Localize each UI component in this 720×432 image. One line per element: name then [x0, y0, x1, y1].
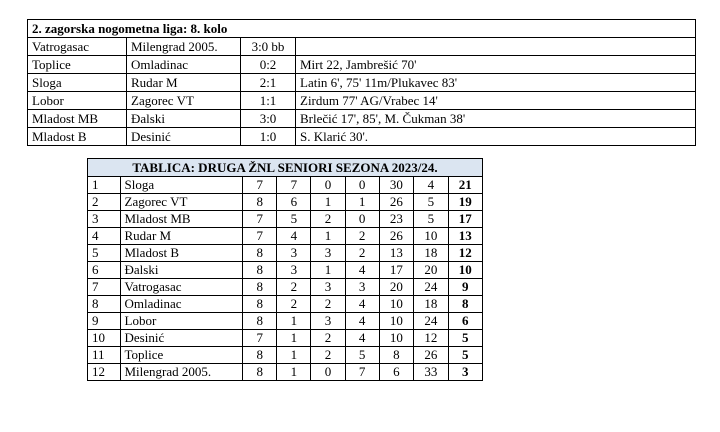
goal-scorers: Zirdum 77' AG/Vrabec 14': [296, 92, 696, 110]
standing-position: 9: [88, 313, 121, 330]
standing-position: 4: [88, 228, 121, 245]
results-row: [28, 92, 696, 110]
standings-row: [88, 364, 483, 381]
standing-points: 6: [448, 313, 482, 330]
standing-points: 8: [448, 296, 482, 313]
match-score: 3:0 bb: [241, 38, 296, 56]
match-score: 2:1: [241, 74, 296, 92]
results-header-row: [28, 20, 696, 38]
goal-scorers: Mirt 22, Jambrešić 70': [296, 56, 696, 74]
standing-draws: 3: [311, 245, 345, 262]
goal-scorers: Brlečić 17', 85', M. Čukman 38': [296, 110, 696, 128]
standing-position: 10: [88, 330, 121, 347]
home-team: Mladost B: [28, 128, 127, 146]
standing-losses: 4: [345, 313, 379, 330]
standing-losses: 0: [345, 211, 379, 228]
standing-draws: 3: [311, 313, 345, 330]
standing-position: 7: [88, 279, 121, 296]
standings-row: [88, 211, 483, 228]
results-row: [28, 38, 696, 56]
standing-position: 11: [88, 347, 121, 364]
standing-losses: 4: [345, 262, 379, 279]
standing-team: Mladost B: [120, 245, 243, 262]
standing-points: 12: [448, 245, 482, 262]
standing-played: 8: [243, 279, 277, 296]
results-title: 2. zagorska nogometna liga: 8. kolo: [28, 20, 696, 38]
standing-goals-for: 26: [379, 194, 413, 211]
standing-played: 8: [243, 245, 277, 262]
standing-wins: 1: [277, 364, 311, 381]
standing-team: Đalski: [120, 262, 243, 279]
standing-wins: 4: [277, 228, 311, 245]
standing-position: 8: [88, 296, 121, 313]
standings-row: [88, 313, 483, 330]
standing-goals-for: 10: [379, 296, 413, 313]
standing-team: Milengrad 2005.: [120, 364, 243, 381]
standing-points: 10: [448, 262, 482, 279]
standing-draws: 2: [311, 347, 345, 364]
standing-goals-for: 26: [379, 228, 413, 245]
standing-played: 8: [243, 364, 277, 381]
match-score: 1:1: [241, 92, 296, 110]
standing-goals-against: 20: [414, 262, 448, 279]
results-row: [28, 110, 696, 128]
standing-position: 2: [88, 194, 121, 211]
standing-team: Rudar M: [120, 228, 243, 245]
standings-row: [88, 194, 483, 211]
match-score: 0:2: [241, 56, 296, 74]
standing-draws: 1: [311, 228, 345, 245]
standings-row: [88, 347, 483, 364]
standing-goals-for: 30: [379, 177, 413, 194]
results-row: [28, 74, 696, 92]
standing-position: 3: [88, 211, 121, 228]
standing-losses: 3: [345, 279, 379, 296]
standing-draws: 2: [311, 211, 345, 228]
standing-played: 8: [243, 347, 277, 364]
standing-team: Sloga: [120, 177, 243, 194]
standings-row: [88, 245, 483, 262]
standing-wins: 3: [277, 262, 311, 279]
standing-team: Mladost MB: [120, 211, 243, 228]
standing-played: 7: [243, 330, 277, 347]
standing-played: 8: [243, 313, 277, 330]
standing-position: 5: [88, 245, 121, 262]
standing-goals-against: 12: [414, 330, 448, 347]
results-table: [27, 19, 696, 146]
standing-points: 13: [448, 228, 482, 245]
standing-points: 5: [448, 347, 482, 364]
results-row: [28, 56, 696, 74]
standing-losses: 5: [345, 347, 379, 364]
goal-scorers: [296, 38, 696, 56]
standing-draws: 2: [311, 296, 345, 313]
standing-played: 8: [243, 262, 277, 279]
standing-points: 19: [448, 194, 482, 211]
standing-played: 7: [243, 211, 277, 228]
standing-wins: 1: [277, 313, 311, 330]
standing-losses: 0: [345, 177, 379, 194]
standing-losses: 4: [345, 296, 379, 313]
standing-draws: 0: [311, 364, 345, 381]
standing-losses: 7: [345, 364, 379, 381]
standing-losses: 2: [345, 228, 379, 245]
standing-team: Vatrogasac: [120, 279, 243, 296]
standing-team: Desinić: [120, 330, 243, 347]
standing-team: Omladinac: [120, 296, 243, 313]
standing-played: 7: [243, 228, 277, 245]
standing-goals-for: 10: [379, 330, 413, 347]
away-team: Desinić: [127, 128, 241, 146]
standing-goals-for: 17: [379, 262, 413, 279]
standing-goals-for: 13: [379, 245, 413, 262]
standing-goals-for: 6: [379, 364, 413, 381]
standing-goals-against: 33: [414, 364, 448, 381]
standing-wins: 3: [277, 245, 311, 262]
standing-played: 8: [243, 194, 277, 211]
standing-points: 3: [448, 364, 482, 381]
standing-position: 1: [88, 177, 121, 194]
match-score: 3:0: [241, 110, 296, 128]
standing-goals-for: 10: [379, 313, 413, 330]
standing-goals-against: 24: [414, 279, 448, 296]
standing-points: 21: [448, 177, 482, 194]
standing-goals-against: 4: [414, 177, 448, 194]
standings-row: [88, 228, 483, 245]
standing-team: Lobor: [120, 313, 243, 330]
standing-goals-against: 5: [414, 194, 448, 211]
standings-row: [88, 330, 483, 347]
standings-row: [88, 177, 483, 194]
standing-wins: 7: [277, 177, 311, 194]
goal-scorers: Latin 6', 75' 11m/Plukavec 83': [296, 74, 696, 92]
standing-team: Toplice: [120, 347, 243, 364]
away-team: Zagorec VT: [127, 92, 241, 110]
match-score: 1:0: [241, 128, 296, 146]
standing-goals-for: 8: [379, 347, 413, 364]
standing-goals-against: 18: [414, 245, 448, 262]
standing-played: 8: [243, 296, 277, 313]
standing-goals-for: 23: [379, 211, 413, 228]
standing-draws: 2: [311, 330, 345, 347]
standing-team: Zagorec VT: [120, 194, 243, 211]
standing-points: 5: [448, 330, 482, 347]
standings-title: TABLICA: DRUGA ŽNL SENIORI SEZONA 2023/24.: [88, 159, 483, 177]
standing-position: 6: [88, 262, 121, 279]
standing-wins: 1: [277, 330, 311, 347]
standing-losses: 1: [345, 194, 379, 211]
standing-played: 7: [243, 177, 277, 194]
home-team: Lobor: [28, 92, 127, 110]
standing-wins: 6: [277, 194, 311, 211]
standing-losses: 4: [345, 330, 379, 347]
standing-goals-against: 18: [414, 296, 448, 313]
standing-draws: 0: [311, 177, 345, 194]
away-team: Omladinac: [127, 56, 241, 74]
standing-goals-for: 20: [379, 279, 413, 296]
standing-wins: 5: [277, 211, 311, 228]
results-row: [28, 128, 696, 146]
standing-wins: 2: [277, 279, 311, 296]
home-team: Vatrogasac: [28, 38, 127, 56]
standing-position: 12: [88, 364, 121, 381]
standing-points: 9: [448, 279, 482, 296]
standing-draws: 1: [311, 262, 345, 279]
away-team: Rudar M: [127, 74, 241, 92]
standing-goals-against: 24: [414, 313, 448, 330]
standing-goals-against: 26: [414, 347, 448, 364]
standings-header-row: [88, 159, 483, 177]
home-team: Toplice: [28, 56, 127, 74]
standing-points: 17: [448, 211, 482, 228]
away-team: Đalski: [127, 110, 241, 128]
goal-scorers: S. Klarić 30'.: [296, 128, 696, 146]
standing-draws: 3: [311, 279, 345, 296]
away-team: Milengrad 2005.: [127, 38, 241, 56]
standings-row: [88, 262, 483, 279]
standing-draws: 1: [311, 194, 345, 211]
standings-table: [87, 158, 483, 381]
standing-wins: 2: [277, 296, 311, 313]
standings-row: [88, 279, 483, 296]
standings-row: [88, 296, 483, 313]
home-team: Sloga: [28, 74, 127, 92]
home-team: Mladost MB: [28, 110, 127, 128]
standing-losses: 2: [345, 245, 379, 262]
standing-goals-against: 10: [414, 228, 448, 245]
standing-goals-against: 5: [414, 211, 448, 228]
standing-wins: 1: [277, 347, 311, 364]
